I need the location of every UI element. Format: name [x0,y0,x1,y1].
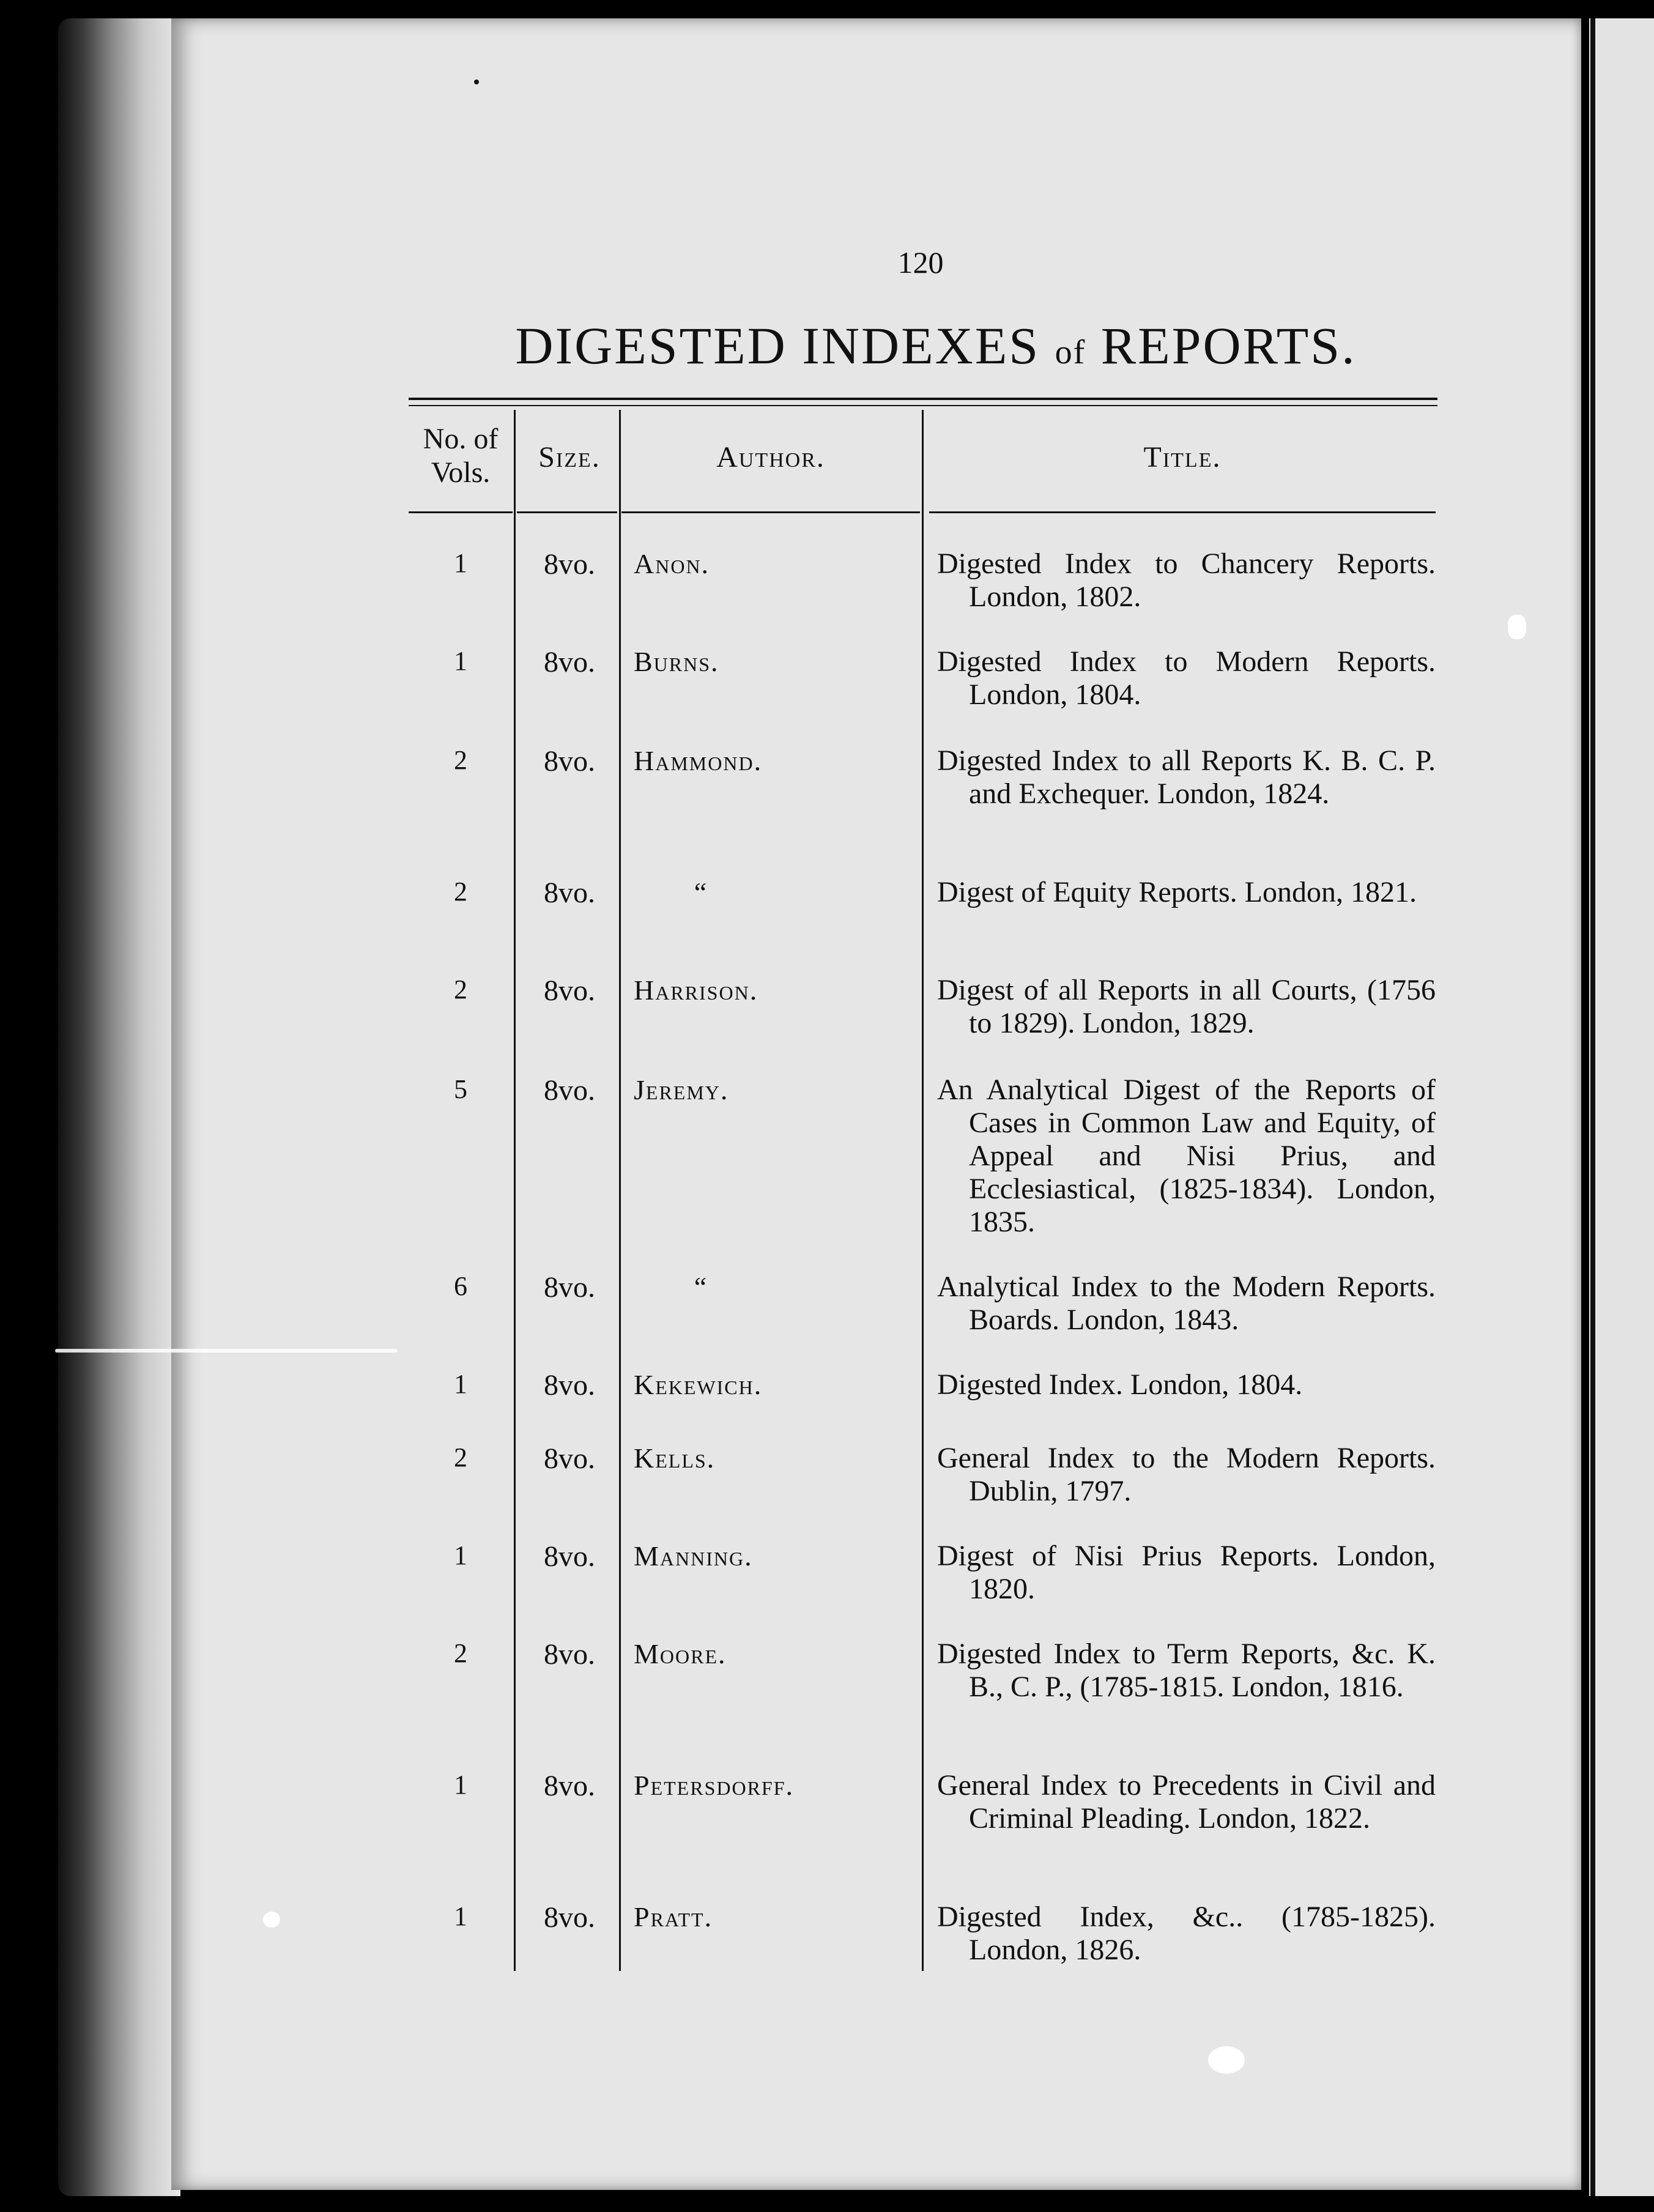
size-cell: 8vo. [544,1901,595,1934]
author-ditto-cell: “ [694,1271,708,1302]
author-cell: Hammond. [634,745,763,776]
ink-speck [474,80,479,84]
title-rule-thick [409,398,1437,400]
vols-cell: 1 [454,548,467,578]
paper-flaw [263,1912,280,1928]
author-cell: Harrison. [634,974,758,1006]
size-cell: 8vo. [544,1540,595,1573]
author-cell: Petersdorff. [634,1770,795,1801]
vols-cell: 2 [454,1638,467,1668]
facing-page-edge [1589,18,1654,2196]
vols-cell: 1 [454,646,467,676]
title-cell: An Analytical Digest of the Reports of Cases in Common Law and Equity, of Appeal and Nisi Prius, and Ecclesiastical, (1825-1834). London, 1835. [937,1074,1436,1238]
author-cell: Anon. [634,548,710,579]
size-cell: 8vo. [544,646,595,678]
column-divider-3 [922,410,924,1971]
header-underline-author [621,511,920,513]
column-divider-1 [514,410,516,1971]
author-cell: Manning. [634,1540,753,1572]
header-underline-title [929,511,1436,513]
author-ditto-cell: “ [694,877,708,908]
page-gutter-line [1590,18,1595,2196]
title-cell: Digested Index. London, 1804. [937,1368,1303,1401]
size-cell: 8vo. [544,877,595,909]
author-cell: Kekewich. [634,1369,763,1400]
header-underline-size [517,511,617,513]
size-cell: 8vo. [544,974,595,1007]
title-cell: Digested Index, &c.. (1785-1825). London, 1826. [937,1901,1436,1966]
vols-cell: 2 [454,974,467,1004]
author-cell: Moore. [634,1638,727,1669]
title-rule-thin [409,405,1437,406]
size-cell: 8vo. [544,745,595,778]
vols-cell: 2 [454,877,467,907]
title-cell: Analytical Index to the Modern Reports. Boards. London, 1843. [937,1271,1436,1336]
size-cell: 8vo. [544,1638,595,1671]
size-cell: 8vo. [544,1442,595,1475]
title-cell: Digested Index to all Reports K. B. C. P. and Exchequer. London, 1824. [937,744,1436,810]
header-title: Title. [1143,441,1222,473]
page-number: 120 [897,245,944,280]
header-vols-line2: Vols. [431,456,491,489]
title-cell: Digested Index to Modern Reports. London, 1804. [937,645,1436,711]
title-cell: General Index to Precedents in Civil and Criminal Pleading. London, 1822. [937,1769,1436,1835]
header-vols [409,422,513,489]
header-underline-vols [409,511,513,513]
vols-cell: 1 [454,1770,467,1800]
title-cell: Digested Index to Term Reports, &c. K. B., C. P., (1785-1815. London, 1816. [937,1638,1436,1703]
title-cell: Digest of all Reports in all Courts, (1756 to 1829). London, 1829. [937,974,1436,1039]
title-cell: Digest of Nisi Prius Reports. London, 1820. [937,1540,1436,1605]
book-edge [58,18,180,2196]
size-cell: 8vo. [544,1271,595,1304]
author-cell: Burns. [634,646,719,677]
paper-scratch [55,1349,398,1353]
author-cell: Jeremy. [634,1074,729,1105]
page-title-of: of [1055,333,1086,371]
size-cell: 8vo. [544,1369,595,1401]
author-cell: Kells. [634,1442,716,1474]
header-author: Author. [716,441,825,473]
vols-cell: 5 [454,1074,467,1104]
size-cell: 8vo. [544,1770,595,1802]
header-vols-line1: No. of [423,423,499,455]
title-cell: General Index to the Modern Reports. Dublin, 1797. [937,1442,1436,1507]
paper-flaw [1508,615,1526,639]
vols-cell: 6 [454,1271,467,1301]
page-title-part-2: REPORTS. [1100,316,1357,375]
size-cell: 8vo. [544,1074,595,1107]
vols-cell: 2 [454,1442,467,1472]
page-title [416,315,1456,376]
vols-cell: 2 [454,745,467,775]
paper-flaw [1208,2046,1245,2074]
vols-cell: 1 [454,1901,467,1931]
author-cell: Pratt. [634,1901,713,1932]
page-title-part-1: DIGESTED INDEXES [515,316,1040,375]
title-cell: Digested Index to Chancery Reports. London, 1802. [937,547,1436,613]
vols-cell: 1 [454,1369,467,1399]
title-cell: Digest of Equity Reports. London, 1821. [937,876,1417,908]
column-divider-2 [619,410,621,1971]
header-size: Size. [538,441,601,473]
vols-cell: 1 [454,1540,467,1570]
size-cell: 8vo. [544,548,595,581]
